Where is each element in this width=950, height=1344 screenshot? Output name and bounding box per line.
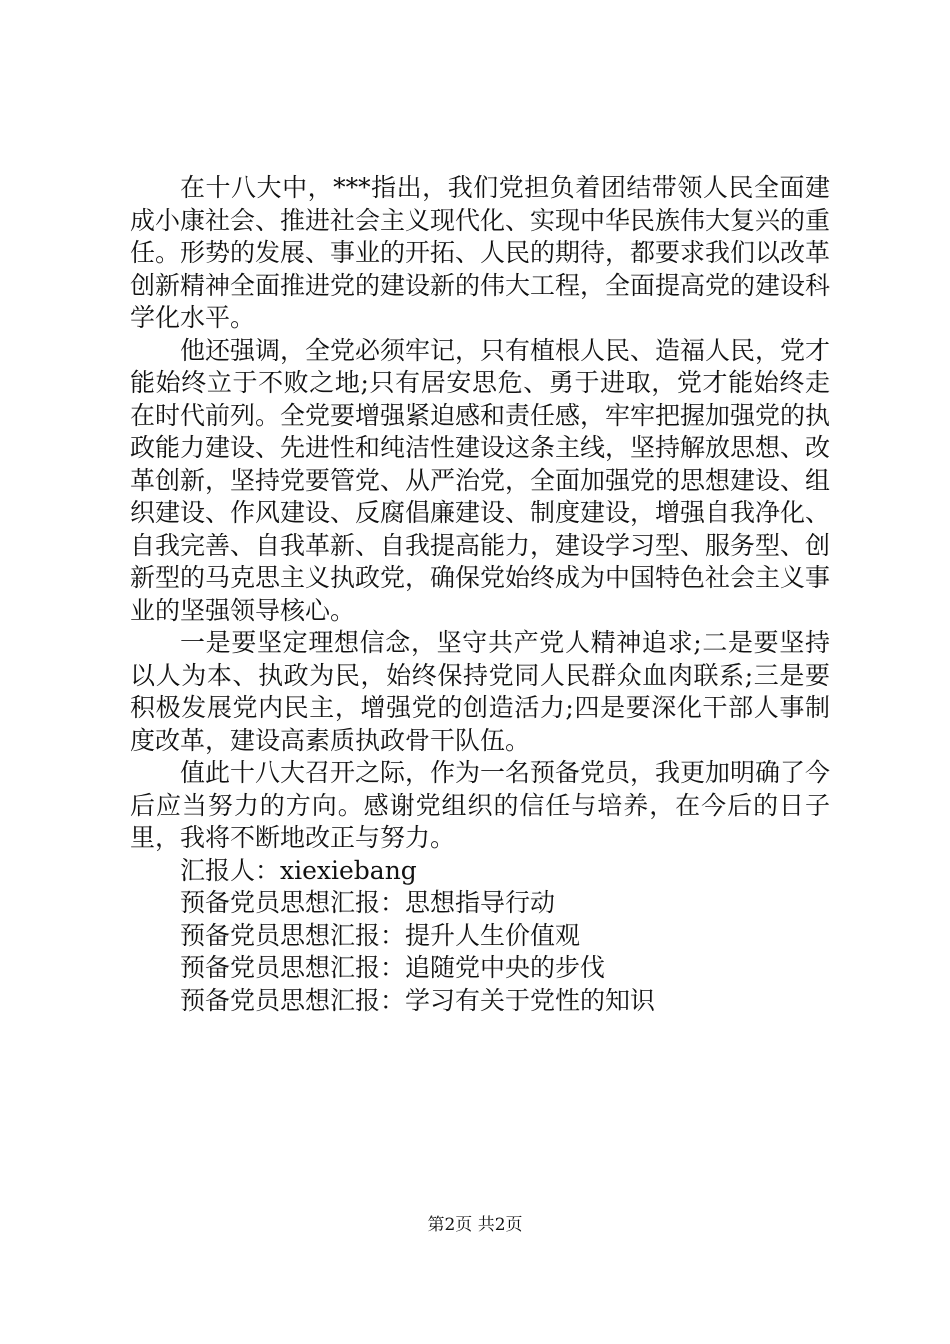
reporter-line: 汇报人：xiexiebang (180, 855, 417, 885)
paragraph-2: 他还强调，全党必须牢记，只有植根人民、造福人民，党才能始终立于不败之地;只有居安思危、勇于进取，党才能始终走在时代前列。全党要增强紧迫感和责任感，牢牢把握加强党的执政能力建设、先进性和纯洁性建设这条主线，坚持解放思想、改革创新，坚持党要管党、从严治党，全面加强党的思想建设、组织建设、作风建设、反腐倡廉建设、制度建设，增强自我净化、自我完善、自我革新、自我提高能力，建设学习型、服务型、创新型的马克思主义执政党，确保党始终成为中国特色社会主义事业的坚强领导核心。 (130, 335, 831, 625)
paragraph-1: 在十八大中，***指出，我们党担负着团结带领人民全面建成小康社会、推进社会主义现代化、实现中华民族伟大复兴的重任。形势的发展、事业的开拓、人民的期待，都要求我们以改革创新精神全面推进党的建设新的伟大工程，全面提高党的建设科学化水平。 (130, 173, 831, 332)
paragraph-4: 值此十八大召开之际，作为一名预备党员，我更加明确了今后应当努力的方向。感谢党组织的信任与培养，在今后的日子里，我将不断地改正与努力。 (130, 758, 831, 852)
paragraph-3: 一是要坚定理想信念，坚守共产党人精神追求;二是要坚持以人为本、执政为民，始终保持党同人民群众血肉联系;三是要积极发展党内民主，增强党的创造活力;四是要深化干部人事制度改革，建设高素质执政骨干队伍。 (130, 628, 830, 755)
page-number-footer: 第2页 共2页 (427, 1215, 523, 1235)
related-title-2: 预备党员思想汇报：提升人生价值观 (180, 920, 581, 950)
document-body (130, 172, 830, 1017)
related-title-4: 预备党员思想汇报：学习有关于党性的知识 (180, 985, 656, 1015)
related-title-3: 预备党员思想汇报：追随党中央的步伐 (180, 953, 606, 982)
related-title-1: 预备党员思想汇报：思想指导行动 (180, 888, 556, 917)
